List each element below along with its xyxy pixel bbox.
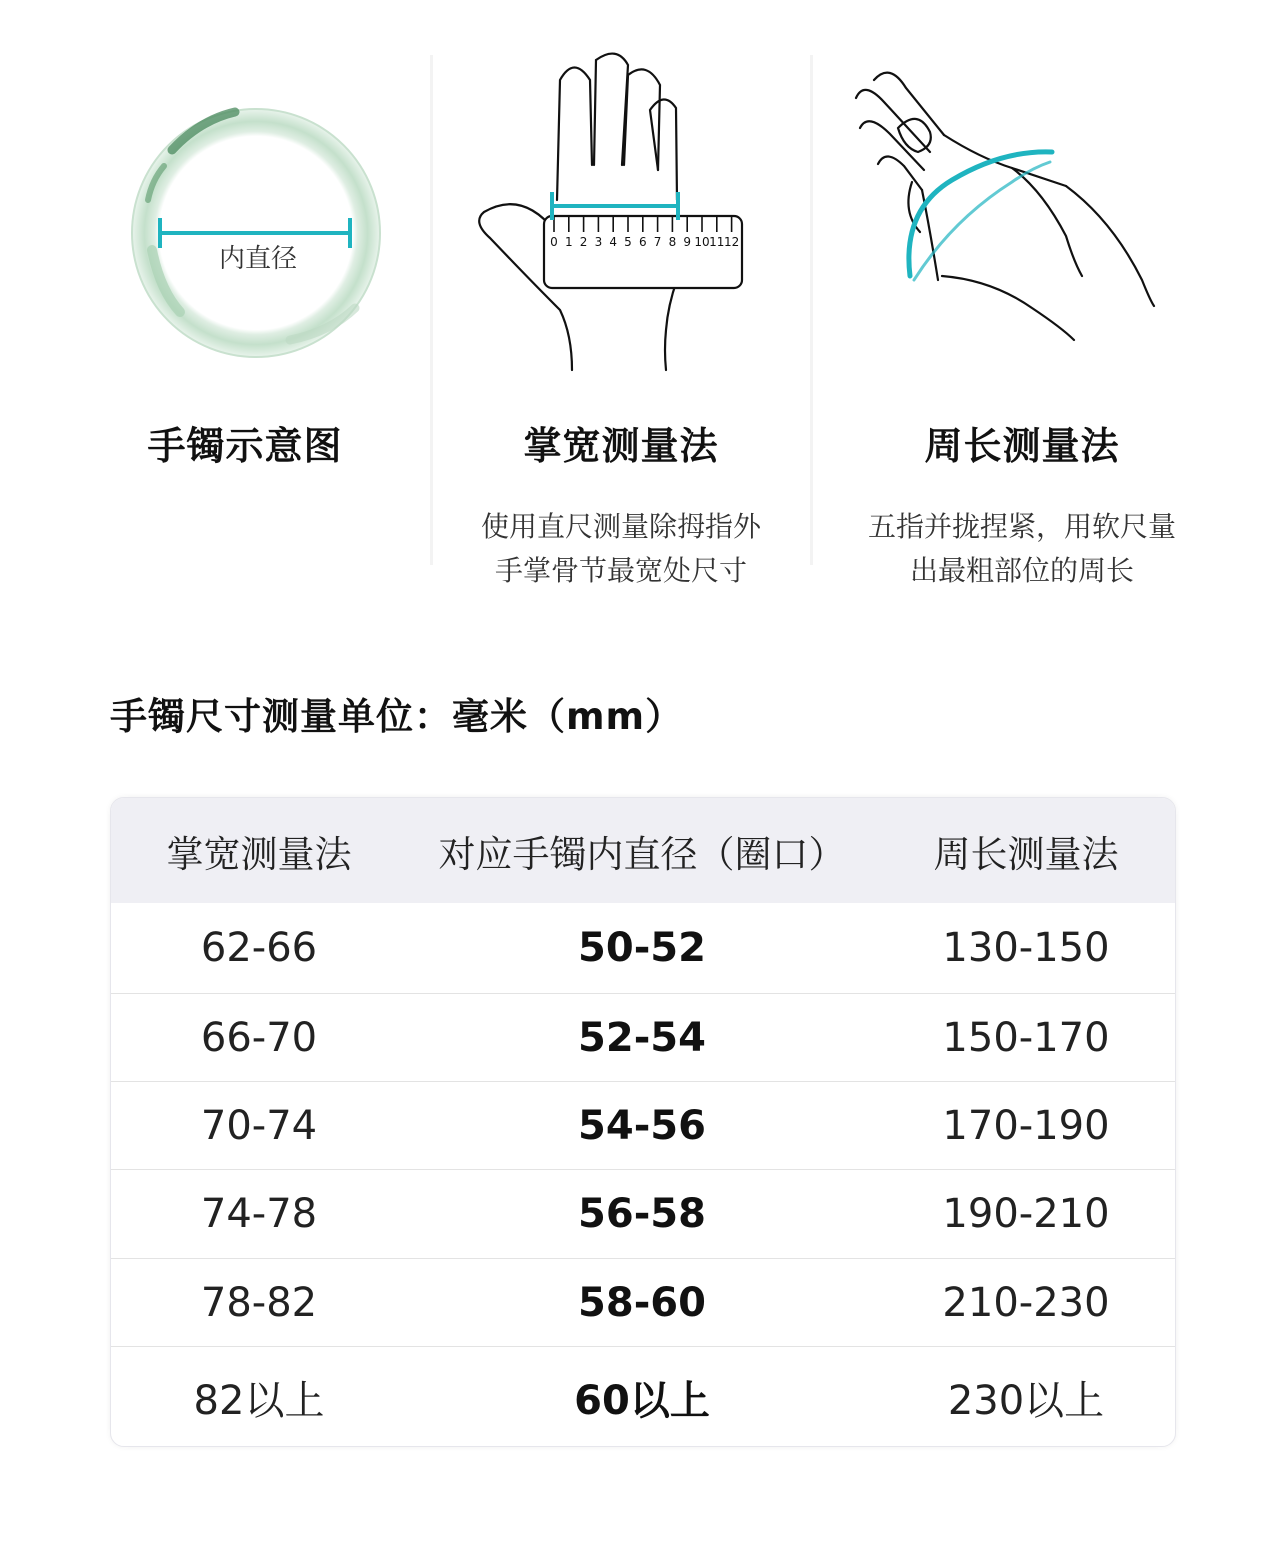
wrist-tape-illustration	[812, 40, 1232, 380]
panel-description	[432, 505, 810, 593]
ruler-tick-label: 8	[668, 235, 677, 249]
circumference-panel	[812, 40, 1232, 600]
ruler-tick-label: 7	[653, 235, 662, 249]
table-cell: 82以上	[193, 1377, 325, 1424]
table-row	[111, 1082, 1175, 1170]
panel-description	[812, 505, 1232, 593]
table-row	[111, 1259, 1175, 1347]
description-line: 使用直尺测量除拇指外	[480, 510, 761, 543]
ruler-tick-label: 0	[550, 235, 558, 249]
ruler-tick-label: 3	[594, 235, 603, 249]
section-heading: 手镯尺寸测量单位：毫米（mm）	[110, 695, 684, 738]
panel-title: 手镯示意图	[147, 424, 343, 468]
table-row	[111, 1170, 1175, 1259]
description-line: 出最粗部位的周长	[909, 554, 1134, 587]
palm-width-panel	[432, 40, 810, 600]
panel-title: 周长测量法	[924, 424, 1120, 468]
ruler-tick-label: 9	[683, 235, 692, 249]
table-cell: 230以上	[947, 1377, 1105, 1424]
table-cell: 130-150	[942, 925, 1110, 971]
hand-outline	[479, 54, 677, 370]
column-header: 对应手镯内直径（圈口）	[438, 832, 846, 876]
table-cell: 58-60	[578, 1279, 706, 1326]
size-table	[110, 797, 1176, 1447]
table-cell: 62-66	[200, 925, 318, 971]
ruler-tick-label: 4	[609, 235, 618, 249]
table-row	[111, 994, 1175, 1082]
table-cell: 66-70	[200, 1014, 318, 1061]
inner-diameter-label: 内直径	[218, 244, 298, 274]
jade-bangle-illustration	[60, 40, 430, 390]
ruler-tick-label: 12	[723, 235, 740, 249]
table-cell: 210-230	[942, 1279, 1110, 1326]
table-cell: 50-52	[578, 925, 706, 971]
table-cell: 52-54	[578, 1014, 706, 1061]
table-cell: 60以上	[574, 1377, 710, 1424]
table-cell: 70-74	[200, 1102, 318, 1149]
panel-title: 掌宽测量法	[523, 424, 719, 468]
table-header	[111, 798, 1175, 903]
table-cell: 78-82	[200, 1279, 318, 1326]
table-cell: 54-56	[578, 1102, 706, 1149]
description-line: 手掌骨节最宽处尺寸	[494, 554, 747, 587]
ruler-tick-label: 5	[624, 235, 632, 249]
ruler-tick-label: 10	[694, 235, 710, 249]
ruler-tick-label: 6	[638, 235, 647, 249]
ruler-tick-label: 1	[564, 235, 573, 249]
bangle-diagram-panel	[60, 40, 430, 600]
ruler-tick-label: 11	[709, 235, 725, 249]
table-cell: 170-190	[942, 1102, 1110, 1149]
column-header: 周长测量法	[933, 832, 1119, 876]
table-cell: 150-170	[942, 1014, 1110, 1061]
table-cell: 74-78	[200, 1191, 318, 1237]
table-cell: 190-210	[942, 1191, 1110, 1237]
column-header: 掌宽测量法	[166, 832, 352, 876]
description-line: 五指并拢捏紧，用软尺量	[867, 510, 1176, 543]
table-row	[111, 1347, 1175, 1447]
table-row	[111, 903, 1175, 994]
palm-ruler-illustration	[432, 40, 810, 380]
hand-outline	[856, 73, 1154, 340]
ruler-tick-label: 2	[579, 235, 588, 249]
table-cell: 56-58	[578, 1191, 706, 1237]
